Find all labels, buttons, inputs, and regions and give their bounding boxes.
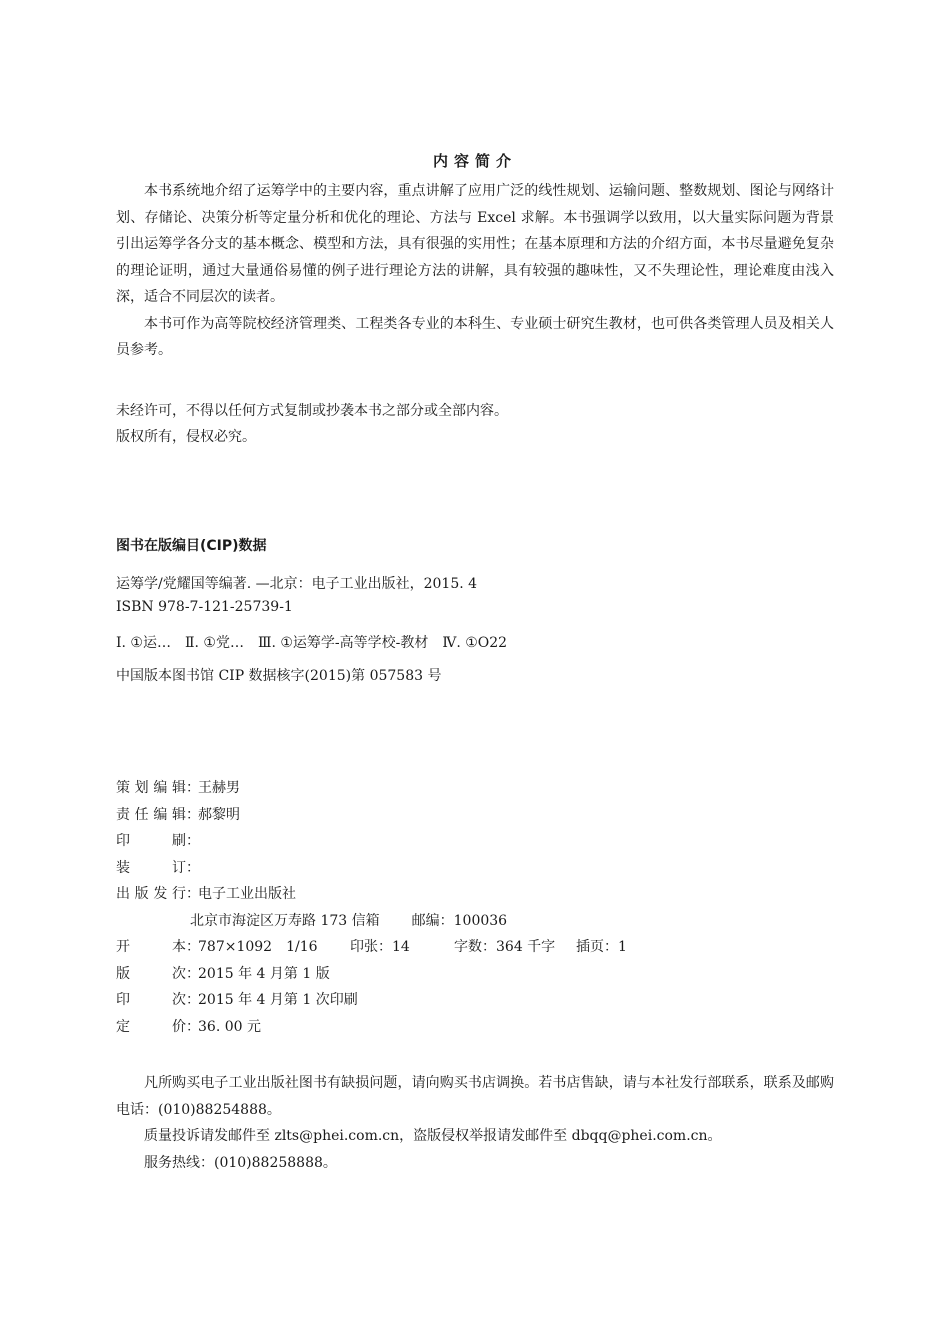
credit-edition-label: 版次 bbox=[116, 965, 186, 982]
credits bbox=[116, 775, 627, 1040]
credit-binding-label: 装订 bbox=[116, 859, 186, 876]
credit-binding: 装订 ： bbox=[116, 855, 627, 882]
credit-edition: 版次 ： 2015 年 4 月第 1 版 bbox=[116, 961, 627, 988]
credit-planning: 策划编辑 ： 王赫男 bbox=[116, 775, 627, 802]
credit-publisher: 出版发行 ： 电子工业出版社 bbox=[116, 881, 627, 908]
copyright-line-2: 版权所有，侵权必究。 bbox=[116, 429, 256, 445]
copyright-notice bbox=[116, 398, 834, 450]
credit-format-value: 787×1092 1/16 bbox=[198, 939, 318, 955]
credit-format: 开本 ： 787×1092 1/16 印张：14 字数：364 千字 插页：1 bbox=[116, 934, 627, 961]
credit-print: 印刷 ： bbox=[116, 828, 627, 855]
copyright-line-1: 未经许可，不得以任何方式复制或抄袭本书之部分或全部内容。 bbox=[116, 403, 508, 419]
credit-editor-value: 郝黎明 bbox=[198, 806, 240, 823]
intro-body bbox=[116, 178, 834, 364]
cip-line-1: 运筹学/党耀国等编著. —北京：电子工业出版社，2015. 4 bbox=[116, 576, 478, 592]
credit-address-value: 北京市海淀区万寿路 173 信箱 bbox=[190, 912, 380, 929]
credit-editor: 责任编辑 ： 郝黎明 bbox=[116, 802, 627, 829]
purchase-notes bbox=[116, 1070, 834, 1176]
credit-address bbox=[116, 908, 627, 935]
credit-impression-label: 印次 bbox=[116, 992, 186, 1008]
credit-publisher-value: 电子工业出版社 bbox=[198, 886, 296, 902]
credit-print-label: 印刷 bbox=[116, 833, 186, 849]
cip-catalog-number: 中国版本图书馆 CIP 数据核字(2015)第 057583 号 bbox=[116, 668, 442, 684]
notes-line-2: 质量投诉请发邮件至 zlts@phei.com.cn，盗版侵权举报请发邮件至 dbqq@phei.com.cn。 bbox=[144, 1128, 722, 1144]
credit-impression-value: 2015 年 4 月第 1 次印刷 bbox=[198, 992, 358, 1008]
credit-words: 字数：364 千字 bbox=[454, 939, 556, 955]
credit-price: 定价 ： 36. 00 元 bbox=[116, 1014, 627, 1041]
cip-classification: Ⅰ. ①运… Ⅱ. ①党… Ⅲ. ①运筹学-高等学校-教材 Ⅳ. ①O22 bbox=[116, 635, 508, 651]
intro-paragraph-2: 本书可作为高等院校经济管理类、工程类各专业的本科生、专业硕士研究生教材，也可供各类管理人员及相关人员参考。 bbox=[116, 315, 834, 358]
credit-format-label: 开本 bbox=[116, 939, 186, 955]
credit-edition-value: 2015 年 4 月第 1 版 bbox=[198, 965, 330, 982]
cip-title: 图书在版编目(CIP)数据 bbox=[116, 538, 267, 554]
credit-planning-label: 策划编辑 bbox=[116, 780, 186, 796]
credit-sheets: 印张：14 bbox=[350, 939, 410, 955]
credit-postcode: 邮编：100036 bbox=[411, 912, 508, 929]
notes-line-3: 服务热线：(010)88258888。 bbox=[144, 1154, 337, 1171]
cip-isbn: ISBN 978-7-121-25739-1 bbox=[116, 599, 293, 615]
credit-planning-value: 王赫男 bbox=[198, 780, 240, 796]
credit-editor-label: 责任编辑 bbox=[116, 806, 186, 823]
credit-price-label: 定价 bbox=[116, 1018, 186, 1035]
credit-inserts: 插页：1 bbox=[576, 939, 627, 955]
credit-price-value: 36. 00 元 bbox=[198, 1018, 261, 1035]
intro-paragraph-1: 本书系统地介绍了运筹学中的主要内容，重点讲解了应用广泛的线性规划、运输问题、整数规划、图论与网络计划、存储论、决策分析等定量分析和优化的理论、方法与 Excel 求解。本书强调学以致用，以大量实际问题为背景引出运筹学各分支的基本概念、模型和方法，具有很强的实用性；在基本原理和方法的介绍方面，本书尽量避免复杂的理论证明，通过大量通俗易懂的例子进行理论方法的讲解，具有较强的趣味性，又不失理论性，理论难度由浅入深，适合不同层次的读者。 bbox=[116, 183, 834, 305]
credit-publisher-label: 出版发行 bbox=[116, 886, 186, 902]
credit-impression: 印次 ： 2015 年 4 月第 1 次印刷 bbox=[116, 987, 627, 1014]
notes-line-1: 凡所购买电子工业出版社图书有缺损问题，请向购买书店调换。若书店售缺，请与本社发行部联系，联系及邮购电话：(010)88254888。 bbox=[116, 1075, 834, 1118]
intro-title: 内容简介 bbox=[432, 152, 517, 170]
